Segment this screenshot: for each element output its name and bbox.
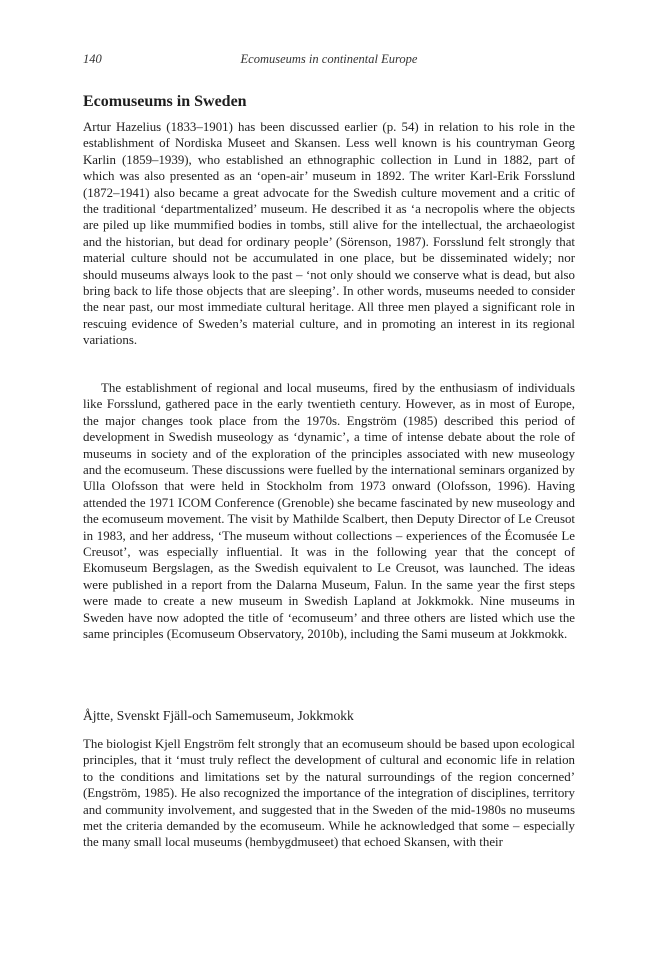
body-paragraph-2: The establishment of regional and local museums, fired by the enthusiasm of individuals like Forsslund, gathered pace in the early twentieth century. However, as in most of Europe, the major changes took place from the 1970s. Engström (1985) described this period of development in Swedish museology as ‘dynamic’, a time of intense debate about the role of museums in society and of the exploration of the principles associated with new museology and the ecomuseum. These discussions were fuelled by the international seminars organized by Ulla Olofsson that were held in Stockholm from 1973 onward (Olofsson, 1996). Having attended the 1971 ICOM Conference (Grenoble) she became fascinated by new museology and the ecomuseum movement. The visit by Mathilde Scalbert, then Deputy Director of Le Creusot in 1983, and her address, ‘The museum without collections – experiences of the Écomusée Le Creusot’, was especially influential. It was in the following year that the concept of Ekomuseum Bergslagen, as the Swedish equivalent to Le Creusot, was launched. The ideas were published in a report from the Dalarna Museum, Falun. In the same year the first steps were made to create a new museum in Swedish Lapland at Jokkmokk. Nine museums in Sweden have now adopted the title of ‘ecomuseum’ and three others are listed which use the same principles (Ecomuseum Observatory, 2010b), including the Sami museum at Jokkmokk. bbox=[83, 381, 575, 642]
running-title: Ecomuseums in continental Europe bbox=[240, 52, 418, 66]
section-heading: Ecomuseums in Sweden bbox=[83, 93, 247, 110]
body-paragraph-1: Artur Hazelius (1833–1901) has been discussed earlier (p. 54) in relation to his role in the establishment of Nordiska Museet and Skansen. Less well known is his countryman Georg Karlin (1859–1939), who established an ethnographic collection in Lund in 1882, part of which was also presented as an ‘open-air’ museum in 1892. The writer Karl-Erik Forsslund (1872–1941) also became a great advocate for the Swedish culture movement and a critic of the traditional ‘departmentalized’ museum. He described it as ‘a necropolis where the objects are piled up like mummified bodies in tombs, still alive for the intellectual, the archaeologist and the historian, but dead for ordinary people’ (Sörenson, 1987). Forsslund felt strongly that material culture should not be accumulated in one place, but be disseminated widely; nor should museums always look to the past – ‘not only should we conserve what is dead, but also bring back to life those objects that are sleeping’. In other words, museums needed to consider the near past, our most immediate cultural heritage. All three men played a significant role in rescuing evidence of Sweden’s material culture, and in promoting an interest in its regional variations. bbox=[83, 120, 575, 348]
subsection-heading: Åjtte, Svenskt Fjäll-och Samemuseum, Jokkmokk bbox=[83, 708, 354, 723]
page-number: 140 bbox=[83, 52, 102, 66]
body-paragraph-3: The biologist Kjell Engström felt strongly that an ecomuseum should be based upon ecological principles, that it ‘must truly reflect the development of cultural and economic life in relation to the conditions and limitations set by the natural surroundings of the region concerned’ (Engström, 1985). He also recognized the importance of the integration of disciplines, territory and community involvement, and suggested that in the Sweden of the mid-1980s no museums met the criteria demanded by the ecomuseum. While he acknowledged that some – especially the many small local museums (hembygdmuseet) that echoed Skansen, with their bbox=[83, 737, 575, 850]
running-head bbox=[83, 52, 575, 72]
